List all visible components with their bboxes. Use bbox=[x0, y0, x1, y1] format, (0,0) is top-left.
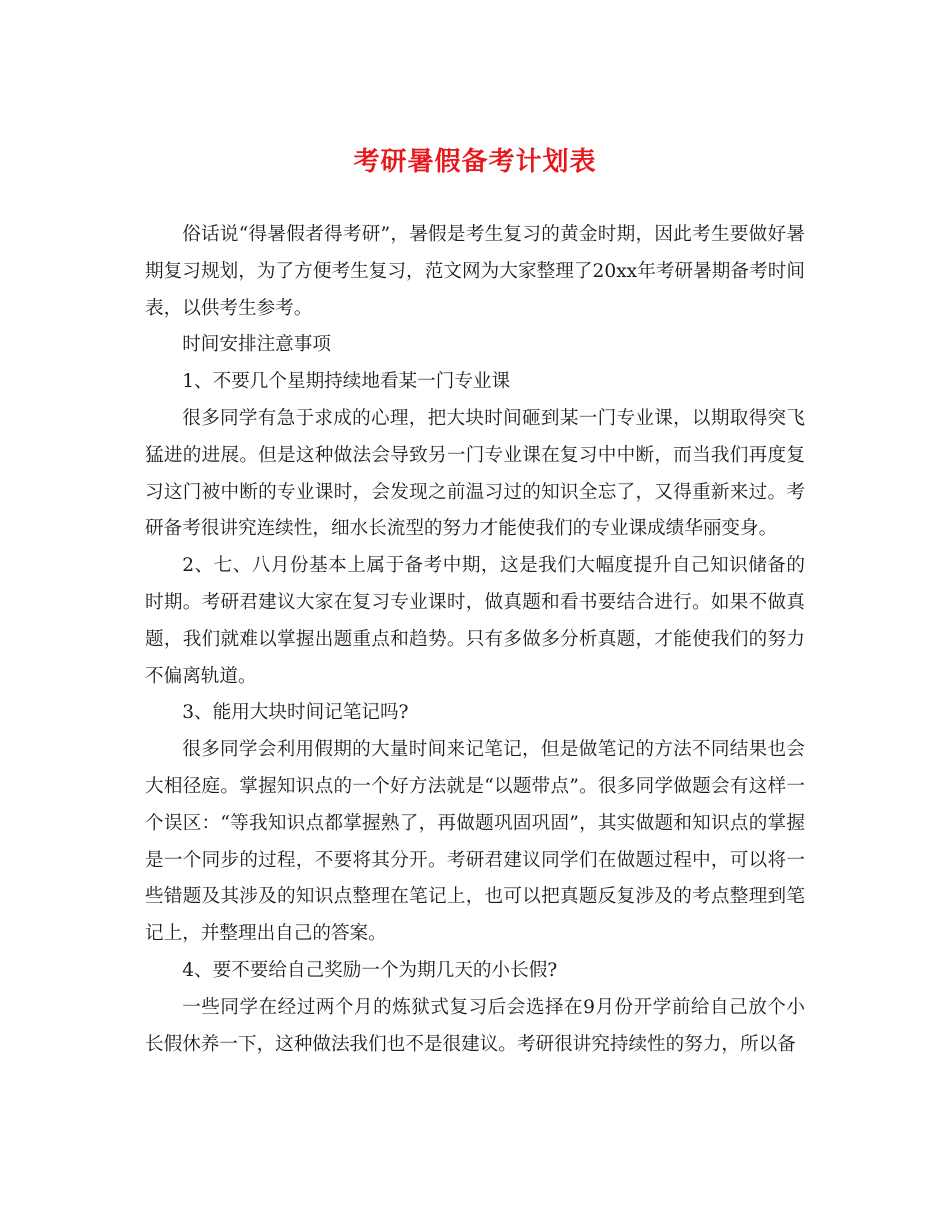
point-4-paragraph: 一些同学在经过两个月的炼狱式复习后会选择在9月份开学前给自己放个小长假休养一下，这种做法我们也不是很建议。考研很讲究持续性的努力，所以备 bbox=[145, 996, 805, 1055]
point-3-paragraph: 很多同学会利用假期的大量时间来记笔记，但是做笔记的方法不同结果也会大相径庭。掌握知识点的一个好方法就是“以题带点”。很多同学做题会有这样一个误区：“等我知识点都掌握熟了，再做题巩固巩固”，其实做题和知识点的掌握是一个同步的过程，不要将其分开。考研君建议同学们在做题过程中，可以将一些错题及其涉及的知识点整理在笔记上，也可以把真题反复涉及的考点整理到笔记上，并整理出自己的答案。 bbox=[145, 739, 805, 945]
point-2-paragraph: 2、七、八月份基本上属于备考中期，这是我们大幅度提升自己知识储备的时期。考研君建议大家在复习专业课时，做真题和看书要结合进行。如果不做真题，我们就难以掌握出题重点和趋势。只有多做多分析真题，才能使我们的努力不偏离轨道。 bbox=[145, 555, 805, 687]
document-body bbox=[145, 217, 805, 1063]
document-title: 考研暑假备考计划表 bbox=[353, 147, 597, 177]
point-3-heading: 3、能用大块时间记笔记吗? bbox=[182, 702, 409, 724]
point-1-paragraph: 很多同学有急于求成的心理，把大块时间砸到某一门专业课，以期取得突飞猛进的进展。但是这种做法会导致另一门专业课在复习中中断，而当我们再度复习这门被中断的专业课时，会发现之前温习过的知识全忘了，又得重新来过。考研备考很讲究连续性，细水长流型的努力才能使我们的专业课成绩华丽变身。 bbox=[145, 407, 805, 540]
section-heading: 时间安排注意事项 bbox=[182, 334, 331, 356]
point-4-heading: 4、要不要给自己奖励一个为期几天的小长假? bbox=[182, 959, 558, 981]
intro-paragraph: 俗话说“得暑假者得考研”，暑假是考生复习的黄金时期，因此考生要做好暑期复习规划，为了方便考生复习，范文网为大家整理了20xx年考研暑期备考时间表，以供考生参考。 bbox=[145, 224, 805, 319]
point-1-heading: 1、不要几个星期持续地看某一门专业课 bbox=[182, 371, 511, 393]
